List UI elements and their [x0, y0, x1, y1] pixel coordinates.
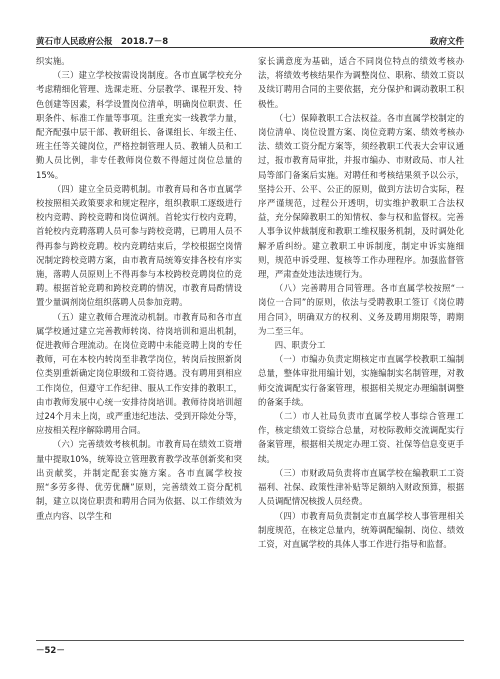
paragraph: （二）市人社局负责市直属学校人事综合管理工作，核定绩效工资综合总量，对校际教师交流调配实行备案管理，根据相关规定办理工资、社保等信息变更手续。: [258, 411, 464, 464]
paragraph: （四）市教育局负责制定市直属学校人事管理相关制度规范，在核定总量内，统筹调配编制、岗位、绩效工资，对直属学校的具体人事工作进行指导和监督。: [258, 510, 464, 549]
paragraph: （三）市财政局负责将市直属学校在编教职工工资福利、社保、政策性津补贴等足额纳入财政预算，根据人员调配情况核拨人员经费。: [258, 467, 464, 507]
paragraph: 织实施。: [36, 56, 70, 66]
section-title: 政府文件: [429, 37, 464, 47]
left-column: [36, 54, 242, 634]
paragraph: 四、职责分工: [274, 340, 326, 351]
paragraph: 家长满意度为基础，适合不同岗位特点的绩效考核办法，将绩效考核结果作为调整岗位、职称、绩效工资以及续订聘用合同的主要依据，充分保护和调动教职工积极性。: [258, 56, 464, 109]
paragraph: （六）完善绩效考核机制。市教育局在绩效工资增量中提取10%，统筹设立管理教育教学改革创新奖和突出贡献奖，并制定配套实施方案。各市直属学校按照“多劳多得、优劳优酬”原则，完善绩效工资分配机制，建立以岗位职责和聘用合同为依据、以工作绩效为重点内容、以学生和: [36, 439, 242, 521]
paragraph: （三）建立学校按需设岗制度。各市直属学校充分考虑精细化管理、选课走班、分层教学、课程开发、特色创建等因素，科学设置岗位清单，明确岗位职责、任职条件、标准工作量等事项。注重充实一线教学力量，配齐配强中层干部、教研组长、备课组长、年级主任、班主任等关键岗位，严格控制管理人员、教辅人员和工勤人员比例，非专任教师岗位数不得超过岗位总量的15%。: [36, 70, 242, 180]
publication-title: 黄石市人民政府公报 2018.7－8: [36, 37, 169, 47]
paragraph: （七）保障教职工合法权益。各市直属学校制定的岗位清单、岗位设置方案、岗位竞聘方案、绩效考核办法、绩效工资分配方案等，须经教职工代表大会审议通过，报市教育局审批，并报市编办、市财政局、市人社局等部门备案后实施。对聘任和考核结果须予以公示，坚持公开、公平、公正的原则，做到方法切合实际，程序严谨规范，过程公开透明，切实维护教职工合法权益，充分保障教职工的知情权、参与权和监督权。完善人事争议仲裁制度和教职工维权服务机制，及时调处化解矛盾纠纷。建立教职工申诉制度，制定申诉实施细则，规范申诉受理、复核等工作办理程序。加强监督管理，严肃查处违法违规行为。: [258, 112, 464, 280]
paragraph: （五）建立教师合理流动机制。市教育局和各市直属学校通过建立完善教师转岗、待岗培训和退出机制，促进教师合理流动。在岗位竞聘中未能竞聘上岗的专任教师，可在本校内转岗至非教学岗位，转岗后按照新岗位类别重新确定岗位职级和工资待遇。没有聘用到相应工作岗位，但遵守工作纪律、服从工作安排的教职工，由市教师发展中心统一安排待岗培训。教师待岗培训超过24个月未上岗，或严重违纪违法、受到开除处分等，应按相关程序解除聘用合同。: [36, 311, 242, 436]
paragraph: （四）建立全员竞聘机制。市教育局和各市直属学校按照相关政策要求和规定程序，组织教职工逐级进行校内竞聘、跨校竞聘和岗位调剂。首轮实行校内竞聘，首轮校内竞聘落聘人员可参与跨校竞聘，已聘用人员不得再参与跨校竞聘。校内竞聘结束后，学校根据空岗情况制定跨校竞聘方案，由市教育局统筹安排各校有序实施，落聘人员原则上不得再参与本校跨校竞聘岗位的竞聘。根据首轮竞聘和跨校竞聘的情况，市教育局酌情设置少量调剂岗位组织落聘人员参加竞聘。: [36, 183, 242, 308]
page-header: [36, 34, 464, 48]
header-rule: [36, 47, 464, 48]
page-number: －52－: [36, 646, 65, 656]
paragraph: （八）完善聘用合同管理。各市直属学校按照“一岗位一合同”的原则，依法与受聘教职工签订《岗位聘用合同》，明确双方的权利、义务及聘用期限等，聘期为二至三年。: [258, 283, 464, 336]
footer-rule: [36, 640, 464, 641]
paragraph: （一）市编办负责定期核定市直属学校教职工编制总量，整体审批用编计划，实施编制实名制管理，对教师交流调配实行备案管理，根据相关规定办理编制调整的备案手续。: [258, 354, 464, 407]
right-column: [258, 54, 464, 634]
